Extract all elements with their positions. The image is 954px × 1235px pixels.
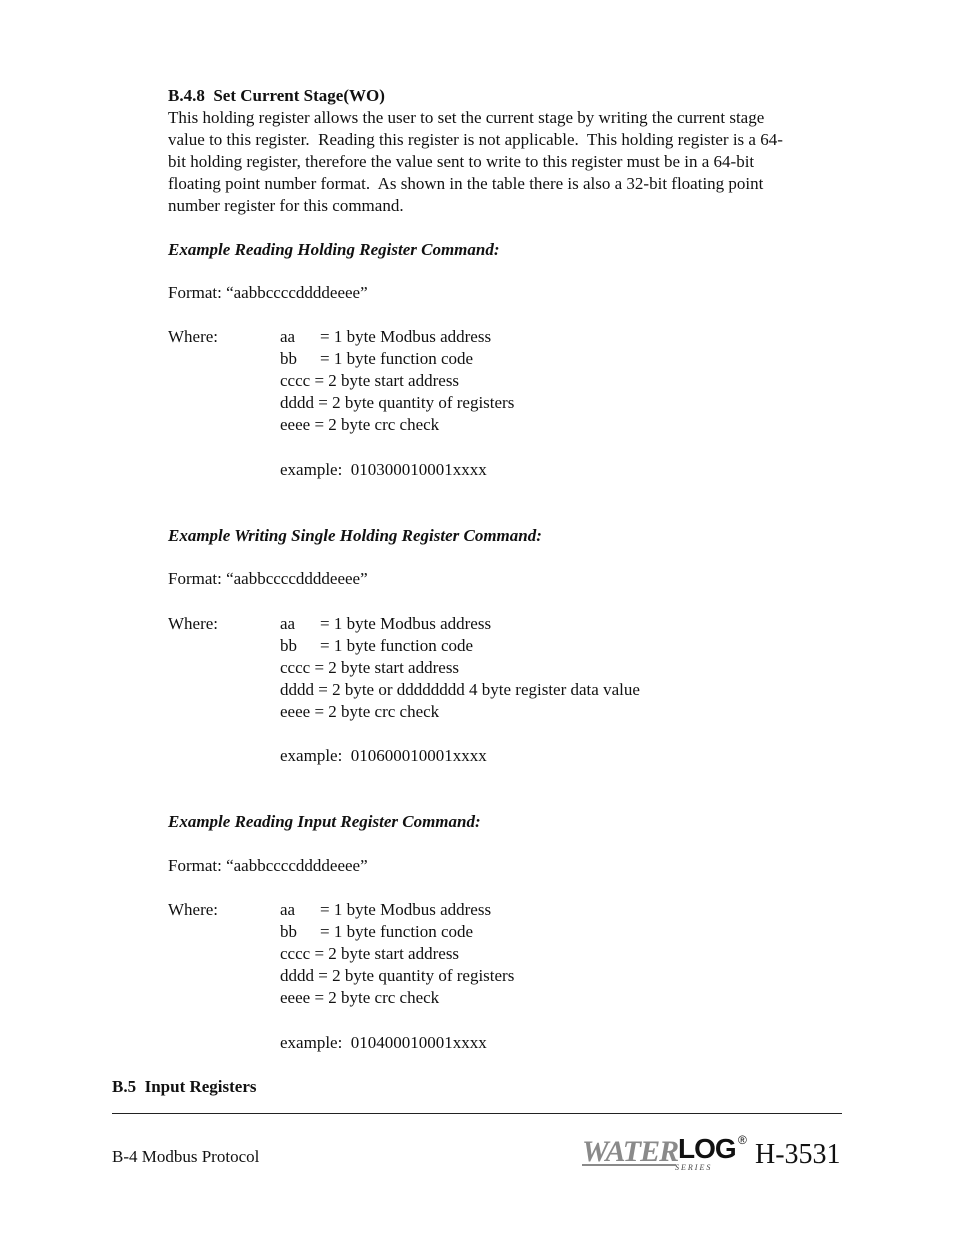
format-string: Format: “aabbccccddddeeee” xyxy=(168,283,368,302)
definition-row xyxy=(280,899,514,921)
section-paragraph xyxy=(168,107,858,217)
definition-row xyxy=(280,326,514,348)
def-key: dddd xyxy=(280,393,314,412)
example-title: Example Writing Single Holding Register Command: xyxy=(168,526,542,545)
definition-row xyxy=(280,921,514,943)
format-string: Format: “aabbccccddddeeee” xyxy=(168,569,368,588)
def-key: cccc xyxy=(280,658,311,677)
def-desc: = 1 byte Modbus address xyxy=(320,327,492,346)
def-desc: = 2 byte crc check xyxy=(310,415,440,434)
def-key: bb xyxy=(280,922,297,941)
section-heading: B.4.8 Set Current Stage(WO) xyxy=(168,86,385,105)
definition-row xyxy=(280,635,640,657)
where-label: Where: xyxy=(168,900,219,919)
def-key: eeee xyxy=(280,988,311,1007)
definition-list xyxy=(280,613,640,723)
logo-water-text: WATER xyxy=(582,1135,679,1168)
definition-row xyxy=(280,701,640,723)
definition-list xyxy=(280,899,514,1009)
example-code: example: 010600010001xxxx xyxy=(280,746,487,765)
def-key: dddd xyxy=(280,680,314,699)
paragraph-line: bit holding register, therefore the value sent to write to this register must be in a 64-bit xyxy=(168,152,755,171)
where-label: Where: xyxy=(168,614,219,633)
document-number: H-3531 xyxy=(755,1139,841,1170)
definition-row xyxy=(280,392,514,414)
logo-log-text: LOG xyxy=(678,1133,736,1164)
definition-row xyxy=(280,348,514,370)
paragraph-line: value to this register. Reading this register is not applicable. This holding register is a 64- xyxy=(168,130,783,149)
def-desc: = 2 byte quantity of registers xyxy=(318,966,515,985)
paragraph-line: floating point number format. As shown in the table there is also a 32-bit floating point xyxy=(168,174,764,193)
section-heading: B.5 Input Registers xyxy=(112,1077,257,1096)
definition-row xyxy=(280,943,514,965)
def-key: dddd xyxy=(280,966,314,985)
where-label: Where: xyxy=(168,327,219,346)
def-desc: = 2 byte start address xyxy=(310,944,460,963)
def-key: aa xyxy=(280,614,296,633)
def-desc: = 1 byte function code xyxy=(320,349,474,368)
definition-row xyxy=(280,965,514,987)
def-desc: = 2 byte crc check xyxy=(310,988,440,1007)
def-key: bb xyxy=(280,349,297,368)
waterlog-logo xyxy=(580,1130,750,1172)
def-desc: = 2 byte start address xyxy=(310,371,460,390)
paragraph-line: This holding register allows the user to set the current stage by writing the current stage xyxy=(168,108,765,127)
def-key: cccc xyxy=(280,371,311,390)
example-code: example: 010400010001xxxx xyxy=(280,1033,487,1052)
definition-row xyxy=(280,414,514,436)
def-desc: = 1 byte function code xyxy=(320,636,474,655)
def-key: aa xyxy=(280,900,296,919)
def-key: eeee xyxy=(280,415,311,434)
paragraph-line: number register for this command. xyxy=(168,196,404,215)
def-desc: = 1 byte Modbus address xyxy=(320,614,492,633)
def-desc: = 2 byte quantity of registers xyxy=(318,393,515,412)
def-key: aa xyxy=(280,327,296,346)
registered-mark: ® xyxy=(738,1133,747,1147)
example-title: Example Reading Input Register Command: xyxy=(168,812,481,831)
definition-list xyxy=(280,326,514,436)
def-key: eeee xyxy=(280,702,311,721)
definition-row xyxy=(280,613,640,635)
format-string: Format: “aabbccccddddeeee” xyxy=(168,856,368,875)
def-desc: = 2 byte or dddddddd 4 byte register data value xyxy=(318,680,640,699)
example-title: Example Reading Holding Register Command: xyxy=(168,240,500,259)
example-code: example: 010300010001xxxx xyxy=(280,460,487,479)
def-desc: = 2 byte start address xyxy=(310,658,460,677)
footer-left-text: B-4 Modbus Protocol xyxy=(112,1147,260,1166)
def-desc: = 2 byte crc check xyxy=(310,702,440,721)
definition-row xyxy=(280,370,514,392)
definition-row xyxy=(280,679,640,701)
def-desc: = 1 byte function code xyxy=(320,922,474,941)
footer-divider xyxy=(112,1113,842,1114)
def-desc: = 1 byte Modbus address xyxy=(320,900,492,919)
definition-row xyxy=(280,657,640,679)
definition-row xyxy=(280,987,514,1009)
def-key: bb xyxy=(280,636,297,655)
def-key: cccc xyxy=(280,944,311,963)
logo-series-text: S E R I E S xyxy=(675,1163,711,1172)
